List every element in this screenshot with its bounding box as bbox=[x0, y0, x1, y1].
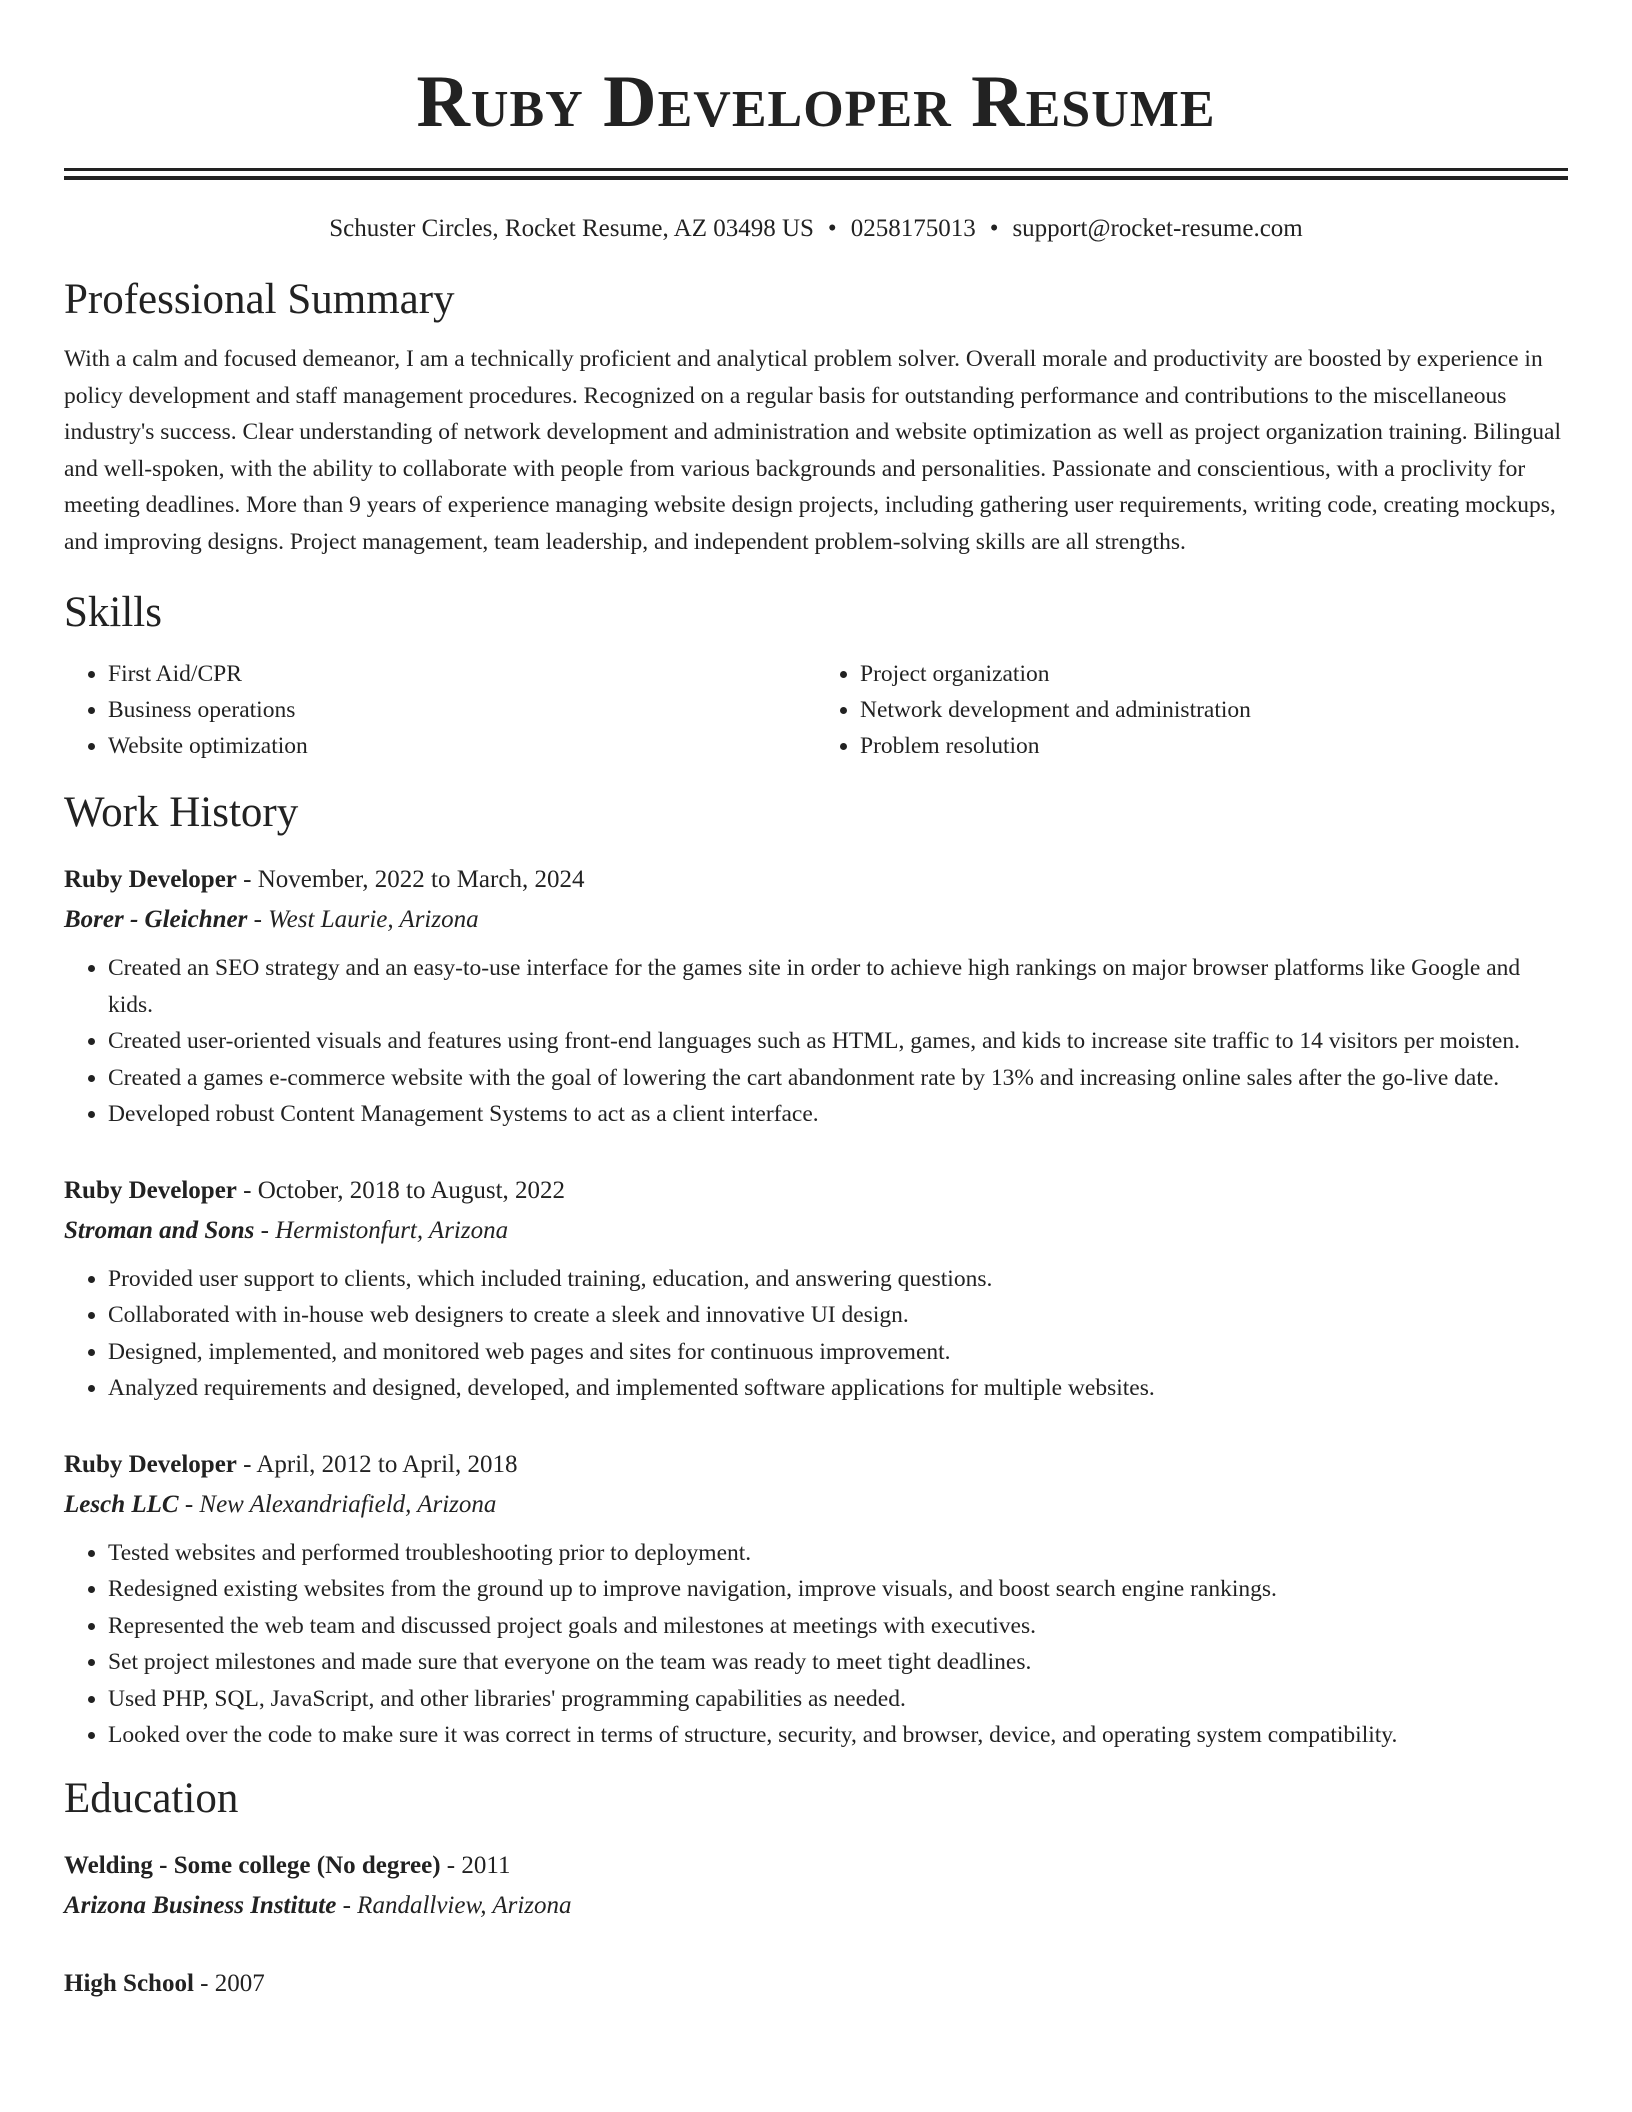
degree-line bbox=[64, 1964, 1568, 2004]
education-entry bbox=[64, 1846, 1568, 1926]
company-location: West Laurie, Arizona bbox=[268, 906, 479, 933]
dash: - bbox=[200, 1969, 209, 1997]
skill-item: • Project organization bbox=[860, 656, 1568, 692]
summary-text: With a calm and focused demeanor, I am a technically proficient and analytical problem solver. Overall morale and productivity are boosted by experience in policy development and staff management procedures. Recognized on a regular basis for outstanding performance and contributions to the miscellaneous industry's success. Clear understanding of network development and administration and website optimization as well as project organization training. Bilingual and well-spoken, with the ability to collaborate with people from various backgrounds and personalities. Passionate and conscientious, with a proclivity for meeting deadlines. More than 9 years of experience managing website design projects, including gathering user requirements, writing code, creating mockups, and improving designs. Project management, team leadership, and independent problem-solving skills are all strengths. bbox=[64, 346, 1562, 555]
degree: High School bbox=[64, 1969, 194, 1997]
skills-section bbox=[64, 586, 1568, 764]
skill-item: • Website optimization bbox=[108, 728, 816, 764]
job-title: Ruby Developer bbox=[64, 1450, 237, 1478]
dash: - bbox=[243, 866, 252, 893]
company-location: New Alexandriafield, Arizona bbox=[199, 1490, 497, 1518]
job-bullet: • Tested websites and performed troubleshooting prior to deployment. bbox=[108, 1535, 1568, 1572]
dash: - bbox=[243, 1450, 252, 1478]
skill-item: • Problem resolution bbox=[860, 728, 1568, 764]
contact-address: Schuster Circles, Rocket Resume, AZ 03498 US bbox=[329, 215, 814, 242]
school-location: Randallview, Arizona bbox=[357, 1891, 572, 1919]
job-bullet: • Created an SEO strategy and an easy-to-use interface for the games site in order to achieve high rankings on major browser platforms like Google and kids. bbox=[108, 950, 1568, 1023]
work-history-section bbox=[64, 786, 1568, 1754]
job-title-line bbox=[64, 860, 1568, 900]
job-entry bbox=[64, 860, 1568, 1133]
job-bullet: • Used PHP, SQL, JavaScript, and other libraries' programming capabilities as needed. bbox=[108, 1681, 1568, 1718]
company-line bbox=[64, 1211, 1568, 1251]
contact-line bbox=[64, 213, 1568, 245]
work-history-heading: Work History bbox=[64, 789, 299, 836]
resume-title: Ruby Developer Resume bbox=[416, 61, 1216, 143]
skills-columns bbox=[64, 656, 1568, 764]
company-line bbox=[64, 1485, 1568, 1525]
dash: - bbox=[253, 906, 262, 933]
dash: - bbox=[446, 1851, 456, 1879]
education-entry bbox=[64, 1964, 1568, 2004]
job-dates: April, 2012 to April, 2018 bbox=[256, 1450, 518, 1478]
education-year: 2011 bbox=[461, 1851, 511, 1879]
dash: - bbox=[184, 1490, 194, 1518]
job-entry bbox=[64, 1445, 1568, 1754]
job-bullet: • Analyzed requirements and designed, developed, and implemented software applications for multiple websites. bbox=[108, 1370, 1568, 1407]
summary-heading: Professional Summary bbox=[64, 276, 455, 323]
title-divider bbox=[64, 168, 1568, 180]
job-bullet: • Looked over the code to make sure it was correct in terms of structure, security, and browser, device, and operating system compatibility. bbox=[108, 1717, 1568, 1754]
degree: Welding - Some college (No degree) bbox=[64, 1851, 441, 1879]
job-bullet: • Represented the web team and discussed project goals and milestones at meetings with executives. bbox=[108, 1608, 1568, 1645]
dash: - bbox=[243, 1176, 252, 1204]
job-bullet: • Designed, implemented, and monitored web pages and sites for continuous improvement. bbox=[108, 1334, 1568, 1371]
contact-phone: 0258175013 bbox=[850, 215, 976, 242]
company-name: Borer - Gleichner bbox=[64, 906, 248, 933]
job-title: Ruby Developer bbox=[64, 1176, 237, 1204]
skills-list-right bbox=[816, 656, 1568, 764]
contact-email: support@rocket-resume.com bbox=[1012, 215, 1303, 242]
job-bullet: • Developed robust Content Management Systems to act as a client interface. bbox=[108, 1096, 1568, 1133]
job-bullet: • Collaborated with in-house web designers to create a sleek and innovative UI design. bbox=[108, 1297, 1568, 1334]
job-dates: October, 2018 to August, 2022 bbox=[257, 1176, 566, 1204]
company-location: Hermistonfurt, Arizona bbox=[275, 1216, 509, 1244]
skill-item: • First Aid/CPR bbox=[108, 656, 816, 692]
contact-separator: • bbox=[989, 215, 999, 242]
job-bullet: • Provided user support to clients, which included training, education, and answering questions. bbox=[108, 1261, 1568, 1298]
job-entry bbox=[64, 1171, 1568, 1407]
degree-line bbox=[64, 1846, 1568, 1886]
job-bullet: • Created user-oriented visuals and features using front-end languages such as HTML, games, and kids to increase site traffic to 14 visitors per moisten. bbox=[108, 1023, 1568, 1060]
summary-section bbox=[64, 273, 1568, 560]
job-dates: November, 2022 to March, 2024 bbox=[257, 866, 585, 893]
job-bullet: • Redesigned existing websites from the ground up to improve navigation, improve visuals, and boost search engine rankings. bbox=[108, 1571, 1568, 1608]
job-title-line bbox=[64, 1171, 1568, 1211]
job-title-line bbox=[64, 1445, 1568, 1485]
company-name: Stroman and Sons bbox=[64, 1216, 255, 1244]
skill-item: • Network development and administration bbox=[860, 692, 1568, 728]
skills-list-left bbox=[64, 656, 816, 764]
education-year: 2007 bbox=[214, 1969, 265, 1997]
dash: - bbox=[260, 1216, 269, 1244]
job-bullets bbox=[64, 950, 1568, 1133]
contact-separator: • bbox=[827, 215, 837, 242]
dash: - bbox=[342, 1891, 351, 1919]
school-name: Arizona Business Institute bbox=[64, 1891, 337, 1919]
skill-item: • Business operations bbox=[108, 692, 816, 728]
job-bullet: • Created a games e-commerce website with the goal of lowering the cart abandonment rate by 13% and increasing online sales after the go-live date. bbox=[108, 1060, 1568, 1097]
company-line bbox=[64, 900, 1568, 940]
job-title: Ruby Developer bbox=[64, 866, 237, 893]
company-name: Lesch LLC bbox=[64, 1490, 179, 1518]
job-bullets bbox=[64, 1261, 1568, 1407]
job-bullets bbox=[64, 1535, 1568, 1754]
job-bullet: • Set project milestones and made sure that everyone on the team was ready to meet tight deadlines. bbox=[108, 1644, 1568, 1681]
education-section bbox=[64, 1772, 1568, 2004]
school-line bbox=[64, 1886, 1568, 1926]
education-heading: Education bbox=[64, 1774, 239, 1822]
skills-heading: Skills bbox=[64, 589, 162, 636]
